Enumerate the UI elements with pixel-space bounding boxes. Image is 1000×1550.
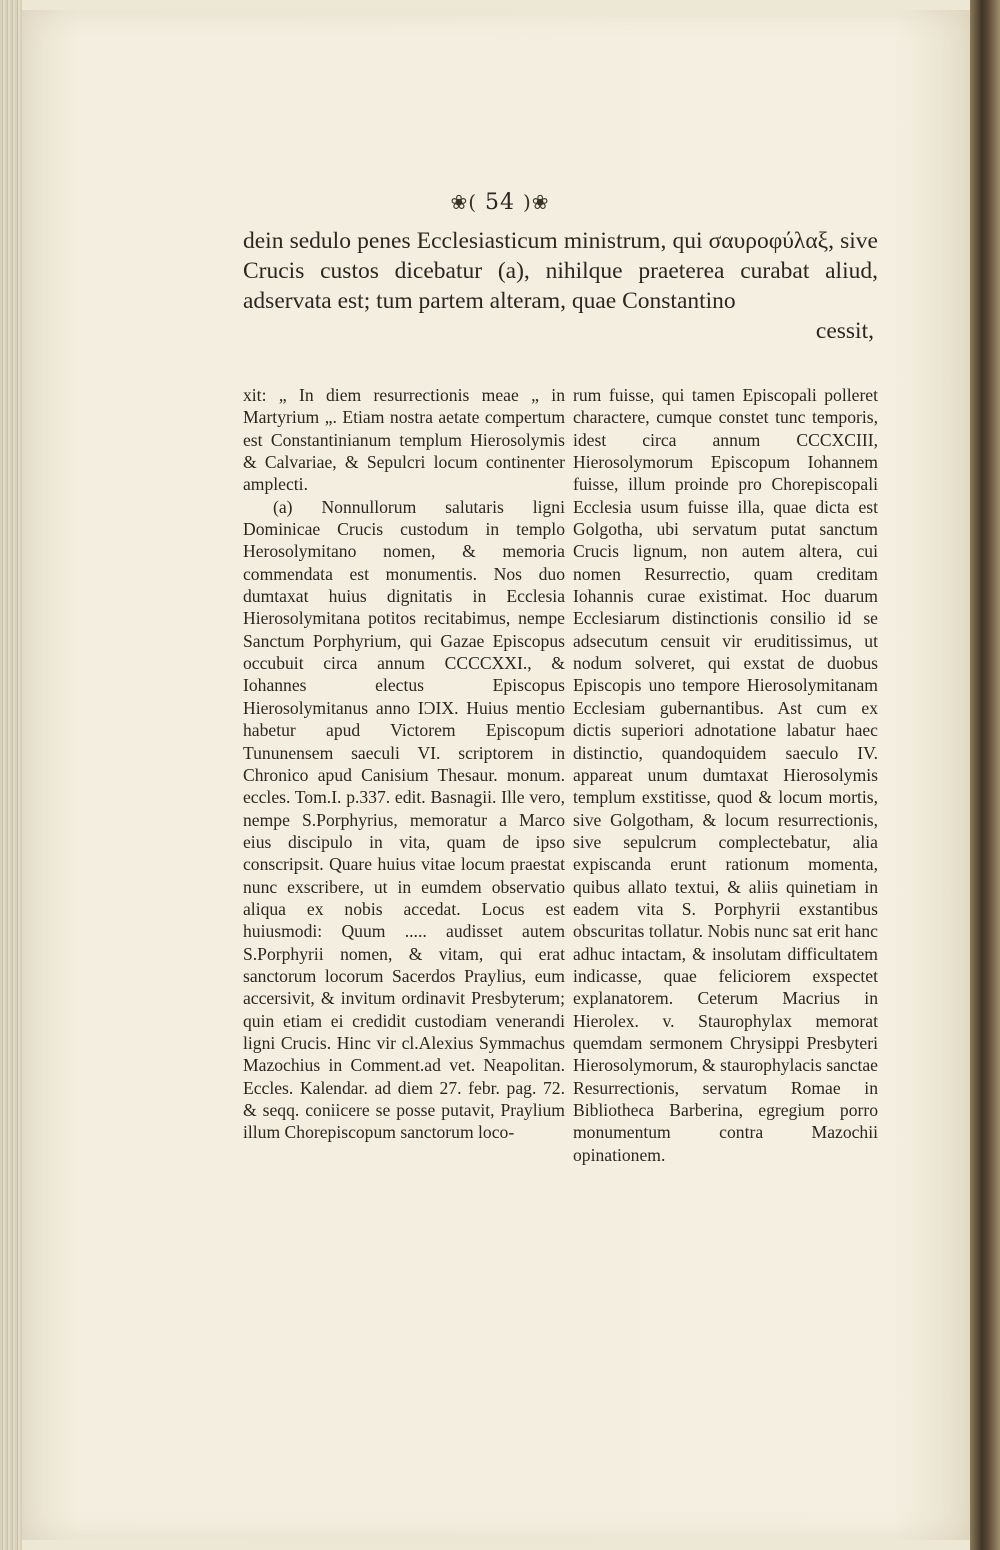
main-text-continuation: cessit, (815, 318, 874, 344)
footnote-column-right (573, 384, 878, 1166)
ornament-right: )❀ (523, 190, 550, 214)
page-number: 54 (485, 190, 515, 215)
footnote-left-paragraph-1: xit: „ In diem resurrectionis meae „ in Martyrium „. Etiam nostra aetate compertum est Constantinianum templum Hierosolymis & Calvariae, & Sepulcri locum continenter amplecti. (243, 385, 565, 495)
book-binding-left (0, 0, 22, 1550)
main-text (243, 226, 878, 346)
book-edge-right (970, 0, 1000, 1550)
main-text-body: dein sedulo penes Ecclesiasticum ministrum, qui σαυροφύλαξ, sive Crucis custos dicebatur (a), nihilque praeterea curabat aliud, adservata est; tum partem alteram, quae Constantino (243, 228, 878, 314)
footnote-left-paragraph-2: (a) Nonnullorum salutaris ligni Dominicae Crucis custodum in templo Herosolymitano nomen, & memoria commendata est monumentis. Nos duo dumtaxat huius dignitatis in Ecclesia Hierosolymitana potitos recitabimus, nempe Sanctum Porphyrium, qui Gazae Episcopus occubuit circa annum CCCCXXI., & Iohannes electus Episcopus Hierosolymitanus anno IϽIX. Huius mentio habetur apud Victorem Episcopum Tununensem saeculi VI. scriptorem in Chronico apud Canisium Thesaur. monum. eccles. Tom.I. p.337. edit. Basnagii. Ille vero, nempe S.Porphyrius, memoratur a Marco eius discipulo in vita, quam de ipso conscripsit. Quare huius vitae locum praestat nunc exscribere, ut in eumdem observatio aliqua ex nobis accedat. Locus est huiusmodi: Quum ..... audisset autem S.Porphyrii nomen, & vitam, qui erat sanctorum locorum Sacerdos Praylius, eum accersivit, & invitum ordinavit Presbyterum; quin etiam ei credidit custodiam venerandi ligni Crucis. Hinc vir cl.Alexius Symmachus Mazochius in Comment.ad vet. Neapolitan. Eccles. Kalendar. ad diem 27. febr. pag. 72. & seqq. coniicere se posse putavit, Praylium illum Chorepiscopum sanctorum loco- (243, 496, 565, 1143)
ornament-left: ❀( (450, 190, 477, 214)
footnote-column-left (243, 384, 565, 1144)
page-header (0, 190, 1000, 215)
footnote-right-paragraph-1: rum fuisse, qui tamen Episcopali polleret charactere, cumque constet tunc temporis, idest circa annum CCCXCIII, Hierosolymorum Episcopum Iohannem fuisse, illum proinde pro Chorepiscopali Ecclesia usum fuisse illa, quae dicta est Golgotha, ubi servatum putat sanctum Crucis lignum, non autem altera, cui nomen Resurrectio, quam creditam Iohannis curae existimat. Hoc duarum Ecclesiarum distinctionis consilio id se adsecutum censuit vir eruditissimus, ut nodum solveret, qui exstat de duobus Episcopis uno tempore Hierosolymitanam Ecclesiam gubernantibus. Ast cum ex dictis superiori adnotatione labatur haec distinctio, quandoquidem saeculo IV. appareat unum dumtaxat Hierosolymis templum exstitisse, quod & locum mortis, sive Golgotham, & locum resurrectionis, sive sepulcrum complectebatur, alia expiscanda erunt rationum momenta, quibus allato textui, & aliis quinetiam in eadem vita S. Porphyrii exstantibus obscuritas tollatur. Nobis nunc sat erit hanc adhuc intactam, & insolutam difficultatem indicasse, quae feliciorem exspectet explanatorem. Ceterum Macrius in Hierolex. v. Staurophylax memorat quemdam sermonem Chrysippi Presbyteri Hierosolymorum, & staurophylacis sanctae Resurrectionis, servatum Romae in Bibliotheca Barberina, egregium porro monumentum contra Mazochii opinationem. (573, 385, 878, 1165)
